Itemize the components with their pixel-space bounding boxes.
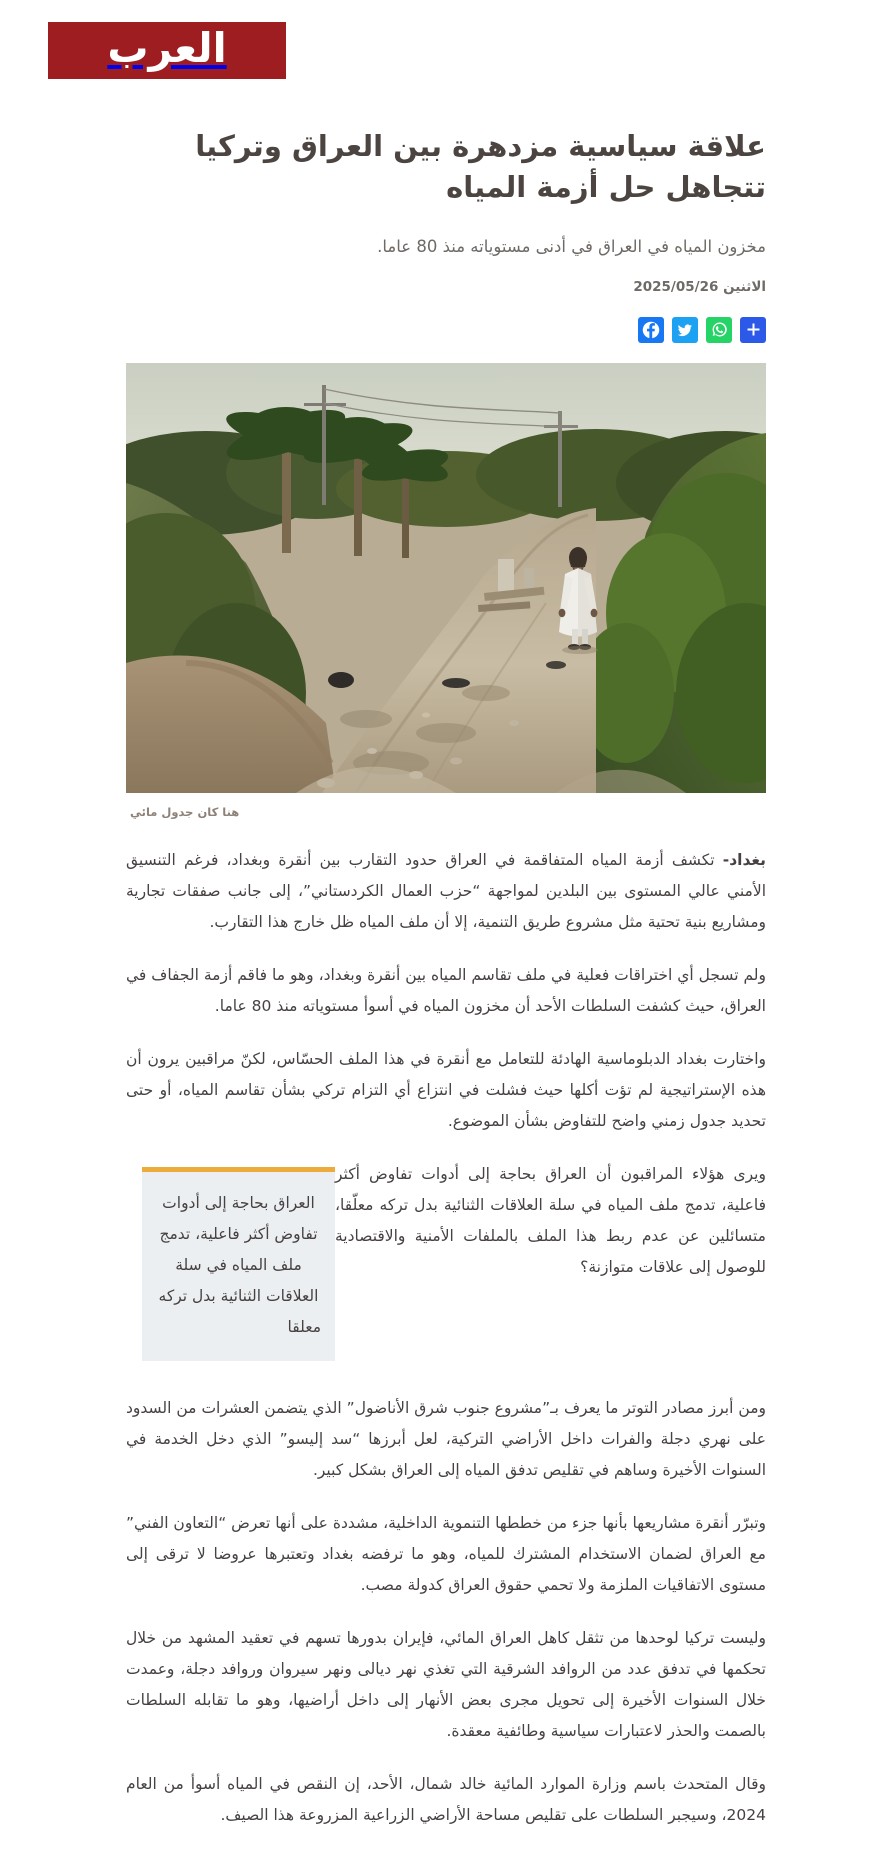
site-logo-text: العرب [107, 23, 227, 72]
article-text [126, 845, 766, 1831]
article-body [126, 100, 766, 1831]
paragraph: ومن أبرز مصادر التوتر ما يعرف بـ”مشروع جنوب شرق الأناضول” الذي يتضمن العشرات من السدود على نهري دجلة والفرات داخل الأراضي التركية، لعل أبرزها “سد إليسو” الذي دخل الخدمة في السنوات الأخيرة وساهم في تقليص تدفق المياه إلى العراق بشكل كبير. [126, 1398, 766, 1479]
page-title: علاقة سياسية مزدهرة بين العراق وتركيا تتجاهل حل أزمة المياه [195, 129, 766, 205]
paragraph-text: تكشف أزمة المياه المتفاقمة في العراق حدود التقارب بين أنقرة وبغداد، فرغم التنسيق الأمني عالي المستوى بين البلدين لمواجهة “حزب العمال الكردستاني”، إلى جانب صفقات تجارية ومشاريع بنية تحتية مثل مشروع طريق التنمية، إلا أن ملف المياه ظل خارج هذا التقارب. [126, 850, 766, 931]
site-masthead [0, 0, 892, 100]
logo-container [0, 22, 844, 79]
paragraph: وليست تركيا لوحدها من تثقل كاهل العراق المائي، فإيران بدورها تسهم في تعقيد المشهد من خلال تحكمها في تدفق عدد من الروافد الشرقية التي تغذي نهر ديالى ونهر سيروان وروافد دجلة، وعمدت خلال السنوات الأخيرة إلى تحويل مجرى بعض الأنهار إلى داخل أراضيها، وهو ما تقابله السلطات بالصمت والحذر لاعتبارات سياسية وطائفية معقدة. [126, 1628, 766, 1740]
image-caption: هنا كان جدول مائي [130, 804, 240, 819]
site-logo[interactable] [48, 22, 286, 79]
paragraph: وتبرّر أنقرة مشاريعها بأنها جزء من خططها التنموية الداخلية، مشددة على أنها تعرض “التعاون الفني” مع العراق لضمان الاستخدام المشترك للمياه، وهو ما ترفضه بغداد وتعتبرها عروضا لا ترقى إلى مستوى الاتفاقيات الملزمة ولا تحمي حقوق العراق كدولة مصب. [126, 1513, 766, 1594]
paragraph: ولم تسجل أي اختراقات فعلية في ملف تقاسم المياه بين أنقرة وبغداد، وهو ما فاقم أزمة الجفاف في العراق، حيث كشفت السلطات الأحد أن مخزون المياه في أسوأ مستوياته منذ 80 عاما. [126, 965, 766, 1015]
plus-share-icon [745, 321, 762, 338]
article-standfirst: مخزون المياه في العراق في أدنى مستوياته منذ 80 عاما. [377, 237, 766, 257]
dateline-label: بغداد- [722, 850, 766, 869]
pull-quote [142, 1167, 335, 1361]
facebook-icon [642, 321, 660, 339]
share-buttons-row [126, 317, 766, 343]
paragraph: واختارت بغداد الدبلوماسية الهادئة للتعامل مع أنقرة في هذا الملف الحسّاس، لكنّ مراقبين يرون أن هذه الإستراتيجية لم تؤت أكلها حيث فشلت في انتزاع أي التزام تركي بشأن تقاسم المياه، أو حتى تحديد جدول زمني واضح للتفاوض بشأن الموضوع. [126, 1049, 766, 1130]
twitter-icon [676, 321, 694, 339]
article-figure [126, 363, 766, 819]
share-twitter-button[interactable] [672, 317, 698, 343]
whatsapp-icon [710, 320, 729, 339]
publish-date: الاثنين 2025/05/26 [633, 278, 766, 295]
paragraph-text: ويرى هؤلاء المراقبون أن العراق بحاجة إلى أدوات تفاوض أكثر فاعلية، تدمج ملف المياه في سلة العلاقات الثنائية بدل تركه معلّقا، متسائلين عن عدم ربط هذا الملف بالملفات الأمنية والاقتصادية للوصول إلى علاقات متوازنة؟ [335, 1164, 766, 1276]
share-whatsapp-button[interactable] [706, 317, 732, 343]
pull-quote-text: العراق بحاجة إلى أدوات تفاوض أكثر فاعلية، تدمج ملف المياه في سلة العلاقات الثنائية بدل تركه معلقا [158, 1193, 321, 1336]
share-facebook-button[interactable] [638, 317, 664, 343]
hero-image [126, 363, 766, 793]
share-more-button[interactable] [740, 317, 766, 343]
paragraph-lead [126, 845, 766, 938]
paragraph: وقال المتحدث باسم وزارة الموارد المائية خالد شمال، الأحد، إن النقص في المياه أسوأ من العام 2024، وسيجبر السلطات على تقليص مساحة الأراضي الزراعية المزروعة هذا الصيف. [126, 1774, 766, 1824]
paragraph-with-pullquote [126, 1159, 766, 1371]
